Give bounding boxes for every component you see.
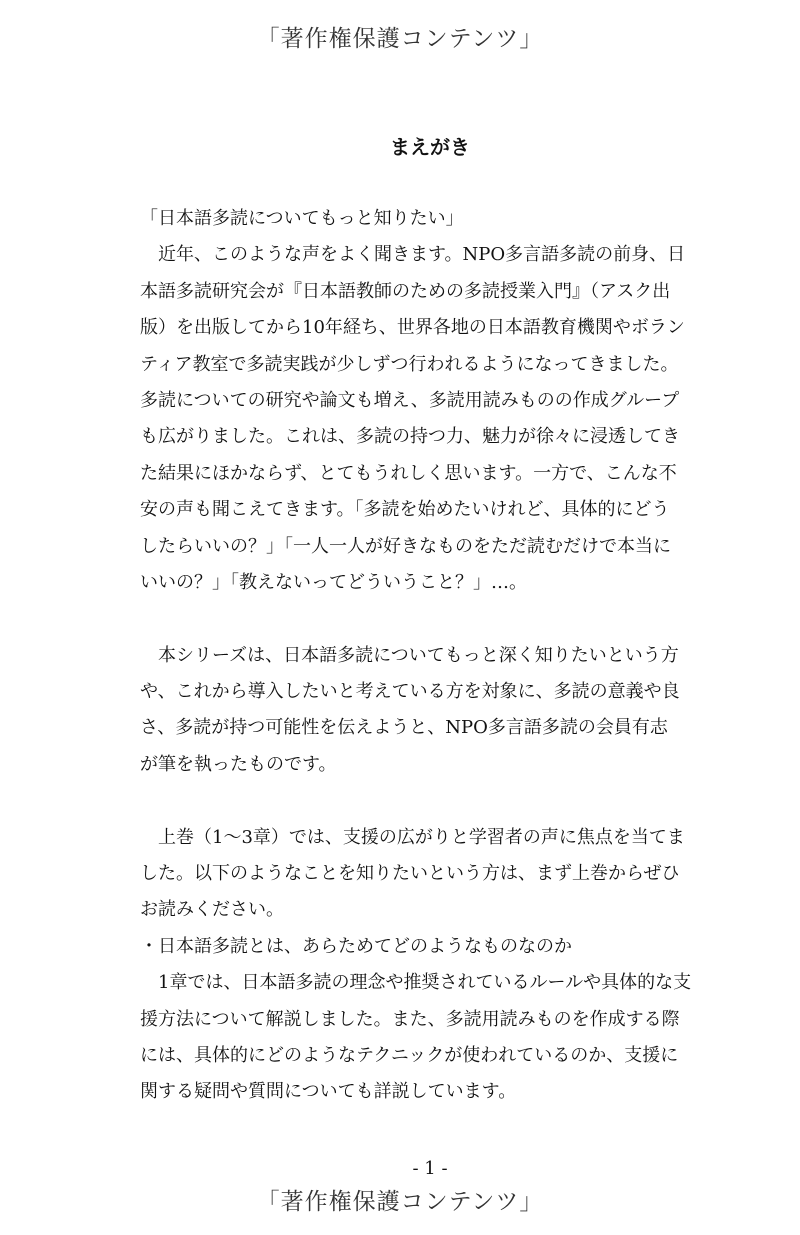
text-line: 援方法について解説しました。また、多読用読みものを作成する際 <box>140 1008 680 1030</box>
text-line: や、これから導入したいと考えている方を対象に、多読の意義や良 <box>140 681 680 703</box>
text-line: 「日本語多読についてもっと知りたい」 <box>140 208 464 229</box>
text-line: 関する疑問や質問についても詳説しています。 <box>140 1081 517 1103</box>
text-line: 版）を出版してから10年経ち、世界各地の日本語教育機関やボラン <box>140 317 685 339</box>
text-line: 本シリーズは、日本語多読についてもっと深く知りたいという方 <box>140 644 679 666</box>
text-line: が筆を執ったものです。 <box>140 753 337 775</box>
paragraph-volume-one <box>140 820 730 1111</box>
text-line: も広がりました。これは、多読の持つ力、魅力が徐々に浸透してき <box>140 426 680 448</box>
page-title: まえがき <box>390 135 470 159</box>
text-line: お読みください。 <box>140 899 284 921</box>
text-line: した。以下のようなことを知りたいという方は、まず上巻からぜひ <box>140 863 680 885</box>
text-line: 本語多読研究会が『日本語教師のための多読授業入門』（アスク出 <box>140 280 671 302</box>
text-line: 1章では、日本語多読の理念や推奨されているルールや具体的な支 <box>140 972 692 994</box>
bullet-item: ・日本語多読とは、あらためてどのようなものなのか <box>140 935 572 957</box>
body-text <box>140 201 730 1111</box>
page-number: - 1 - <box>412 1158 448 1179</box>
paragraph-spacer <box>140 601 730 637</box>
paragraph-intro <box>140 201 730 601</box>
text-line: さ、多読が持つ可能性を伝えようと、NPO多言語多読の会員有志 <box>140 717 668 739</box>
text-line: 近年、このような声をよく聞きます。NPO多言語多読の前身、日 <box>140 244 686 266</box>
text-line: 上巻（1〜3章）では、支援の広がりと学習者の声に焦点を当てま <box>140 826 685 848</box>
copyright-watermark-bottom: 「著作権保護コンテンツ」 <box>256 1189 544 1215</box>
paragraph-spacer <box>140 783 730 819</box>
copyright-watermark-top: 「著作権保護コンテンツ」 <box>256 26 544 52</box>
text-line: したらいいの？」「一人一人が好きなものをただ読むだけで本当に <box>140 535 671 557</box>
text-line: 多読についての研究や論文も増え、多読用読みものの作成グループ <box>140 389 680 411</box>
text-line: には、具体的にどのようなテクニックが使われているのか、支援に <box>140 1044 679 1066</box>
text-line: いいの？」「教えないってどういうこと？」…。 <box>140 571 527 593</box>
paragraph-series <box>140 638 730 784</box>
text-line: た結果にほかならず、とてもうれしく思います。一方で、こんな不 <box>140 462 677 484</box>
text-line: ティア教室で多読実践が少しずつ行われるようになってきました。 <box>140 353 679 375</box>
text-line: 安の声も聞こえてきます。「多読を始めたいけれど、具体的にどう <box>140 499 670 521</box>
